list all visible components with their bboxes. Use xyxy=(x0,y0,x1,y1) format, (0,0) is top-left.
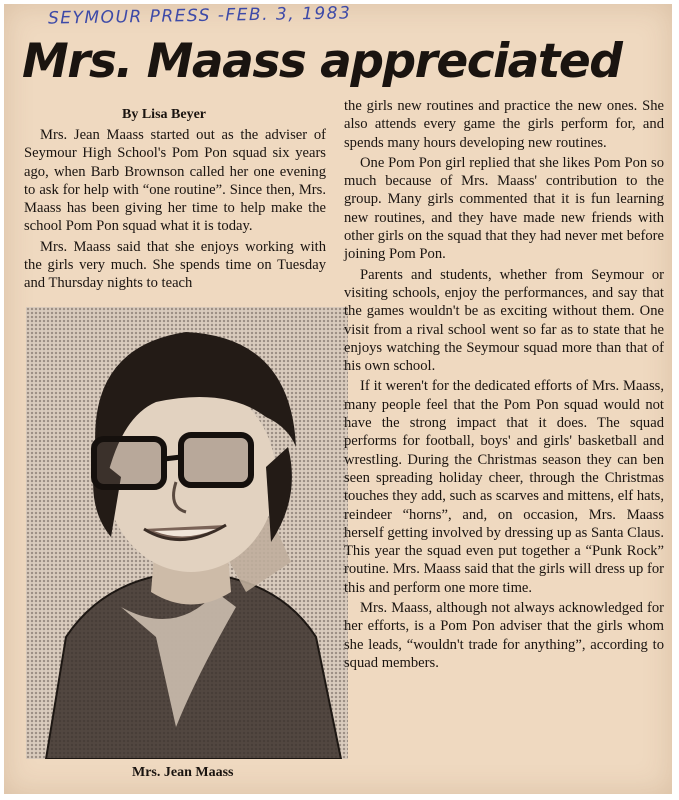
newspaper-clipping xyxy=(4,4,672,794)
paragraph: Parents and students, whether from Seymour or visiting schools, enjoy the performances, and say that the games wouldn't be as exciting without them. One visit from a rival school went so far as to state that he enjoys watching the Seymour squad more than that of his own school. xyxy=(344,266,664,375)
portrait-illustration xyxy=(26,307,348,759)
article-column-2 xyxy=(344,97,664,672)
portrait-photo xyxy=(26,307,348,759)
paragraph: If it weren't for the dedicated efforts of Mrs. Maass, many people feel that the Pom Pon squad would not have the strong impact that it does. The squad performs for football, boys' and girls' basketball and wrestling. During the Christmas season they can ben seen spreading holiday cheer, through the Christmas touches they add, such as scarves and mittens, elf hats, reindeer “horns”, and, on occasion, Mrs. Maass herself getting involved by dressing up as Santa Claus. This year the squad even put together a “Punk Rock” routine. Mrs. Maass said that the girls will dress up for this and perform one more time. xyxy=(344,378,664,596)
headline: Mrs. Maass appreciated xyxy=(22,34,622,89)
paragraph: Mrs. Maass, although not always acknowledged for her efforts, is a Pom Pon adviser that the girls whom she leads, “wouldn't trade for anything”, according to squad members. xyxy=(344,600,664,671)
photo-caption: Mrs. Jean Maass xyxy=(132,765,234,780)
article-column-1 xyxy=(24,126,326,293)
byline: By Lisa Beyer xyxy=(122,107,206,122)
paragraph: Mrs. Maass said that she enjoys working with the girls very much. She spends time on Tuesday and Thursday nights to teach xyxy=(24,238,326,292)
paragraph: Mrs. Jean Maass started out as the adviser of Seymour High School's Pom Pon squad six years ago, when Barb Brownson called her one evening to ask for help with “one routine”. Since then, Mrs. Maass has been giving her time to help make the school Pom Pon squad what it is today. xyxy=(24,127,326,235)
handwritten-source-note: SEYMOUR PRESS -FEB. 3, 1983 xyxy=(47,3,352,29)
paragraph: One Pom Pon girl replied that she likes Pom Pon so much because of Mrs. Maass' contribution to the group. Many girls commented that it is fun learning new routines, and they have made new friends with other girls on the squad that they had never met before joining Pom Pon. xyxy=(344,154,664,263)
paragraph: the girls new routines and practice the new ones. She also attends every game the girls perform for, and spends many hours developing new routines. xyxy=(344,98,664,151)
